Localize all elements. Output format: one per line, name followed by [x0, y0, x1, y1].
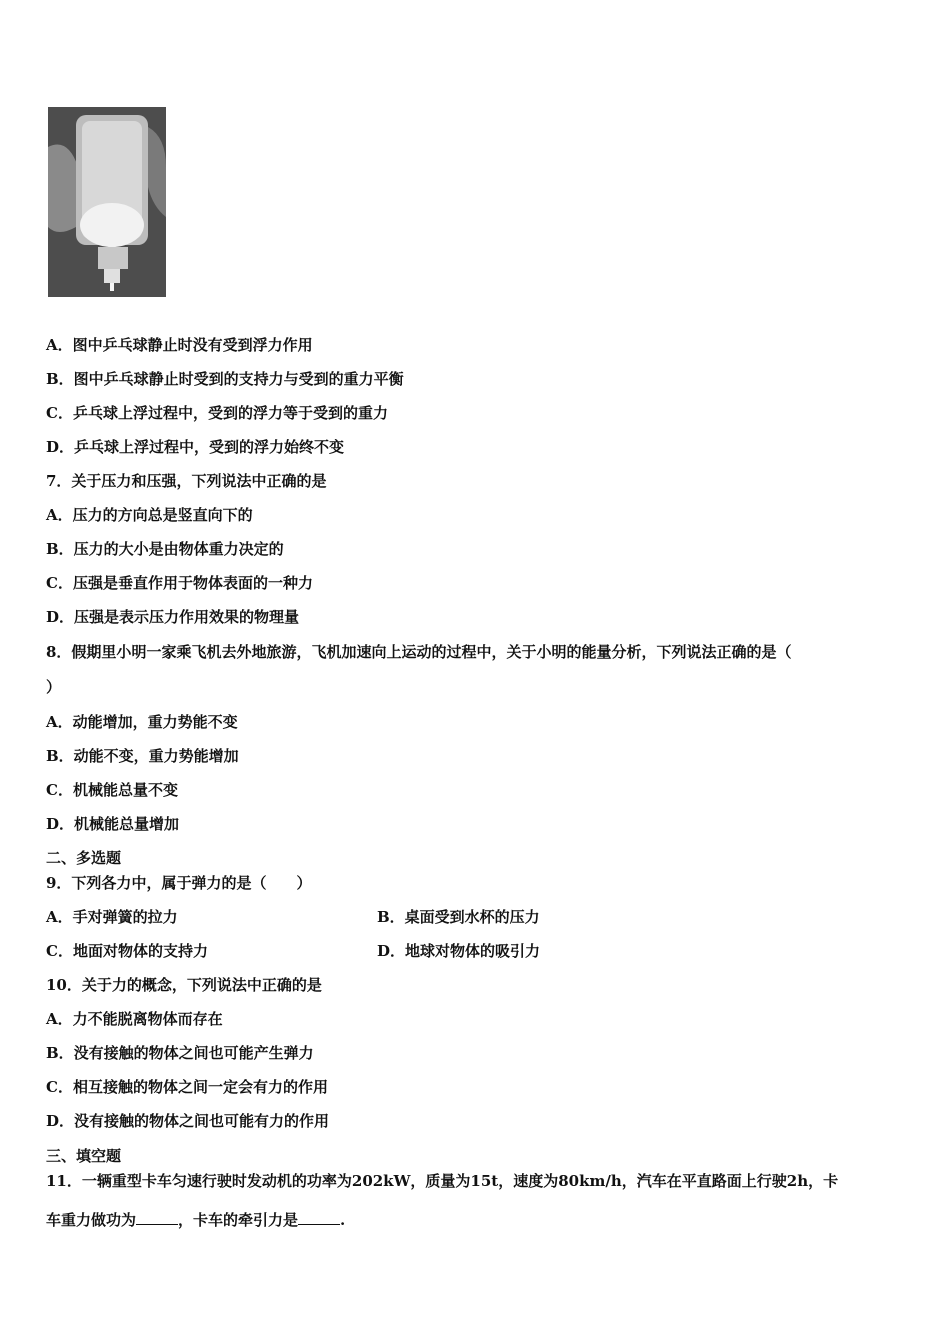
q9-option-a: A．手对弹簧的拉力: [46, 908, 178, 926]
q7-option-b: B．压力的大小是由物体重力决定的: [46, 540, 284, 558]
q10-stem: 10．关于力的概念，下列说法中正确的是: [46, 976, 322, 994]
section-heading-multiple-choice: 二、多选题: [46, 849, 122, 867]
q10-option-b: B．没有接触的物体之间也可能产生弹力: [46, 1044, 314, 1062]
q8-option-d: D．机械能总量增加: [46, 815, 180, 833]
answer-blank-1[interactable]: [136, 1210, 178, 1225]
q7-option-c: C．压强是垂直作用于物体表面的一种力: [46, 574, 313, 592]
q6-option-d: D．乒乓球上浮过程中，受到的浮力始终不变: [46, 438, 345, 456]
q8-option-b: B．动能不变，重力势能增加: [46, 747, 239, 765]
q8-option-c: C．机械能总量不变: [46, 781, 178, 799]
q11-line2: [46, 1210, 345, 1229]
q11-text-c: .: [340, 1211, 346, 1229]
q6-option-c: C．乒乓球上浮过程中，受到的浮力等于受到的重力: [46, 404, 388, 422]
q9-option-b: B．桌面受到水杯的压力: [377, 908, 540, 926]
q6-option-a: A．图中乒乓球静止时没有受到浮力作用: [46, 336, 313, 354]
q11-text-b: ，卡车的牵引力是: [178, 1211, 299, 1229]
q10-option-a: A．力不能脱离物体而存在: [46, 1010, 223, 1028]
q9-option-c: C．地面对物体的支持力: [46, 942, 208, 960]
bottle-photo: [48, 107, 166, 297]
section-heading-fill-blank: 三、填空题: [46, 1147, 122, 1165]
q7-option-a: A．压力的方向总是竖直向下的: [46, 506, 253, 524]
q8-stem-line2: ）: [46, 678, 62, 696]
q7-stem: 7．关于压力和压强，下列说法中正确的是: [46, 472, 327, 490]
q9-option-d: D．地球对物体的吸引力: [377, 942, 541, 960]
answer-blank-2[interactable]: [298, 1210, 340, 1225]
q7-option-d: D．压强是表示压力作用效果的物理量: [46, 608, 300, 626]
q9-stem: 9．下列各力中，属于弹力的是（ ）: [46, 874, 312, 892]
q10-option-d: D．没有接触的物体之间也可能有力的作用: [46, 1112, 330, 1130]
q10-option-c: C．相互接触的物体之间一定会有力的作用: [46, 1078, 328, 1096]
q11-text-a: 车重力做功为: [46, 1211, 137, 1229]
q11-line1: 11．一辆重型卡车匀速行驶时发动机的功率为202kW，质量为15t，速度为80km/h，汽车在平直路面上行驶2h，卡: [46, 1172, 839, 1190]
q8-stem-line1: 8．假期里小明一家乘飞机去外地旅游，飞机加速向上运动的过程中，关于小明的能量分析，下列说法正确的是（: [46, 643, 792, 661]
q8-option-a: A．动能增加，重力势能不变: [46, 713, 238, 731]
q6-option-b: B．图中乒乓球静止时受到的支持力与受到的重力平衡: [46, 370, 404, 388]
